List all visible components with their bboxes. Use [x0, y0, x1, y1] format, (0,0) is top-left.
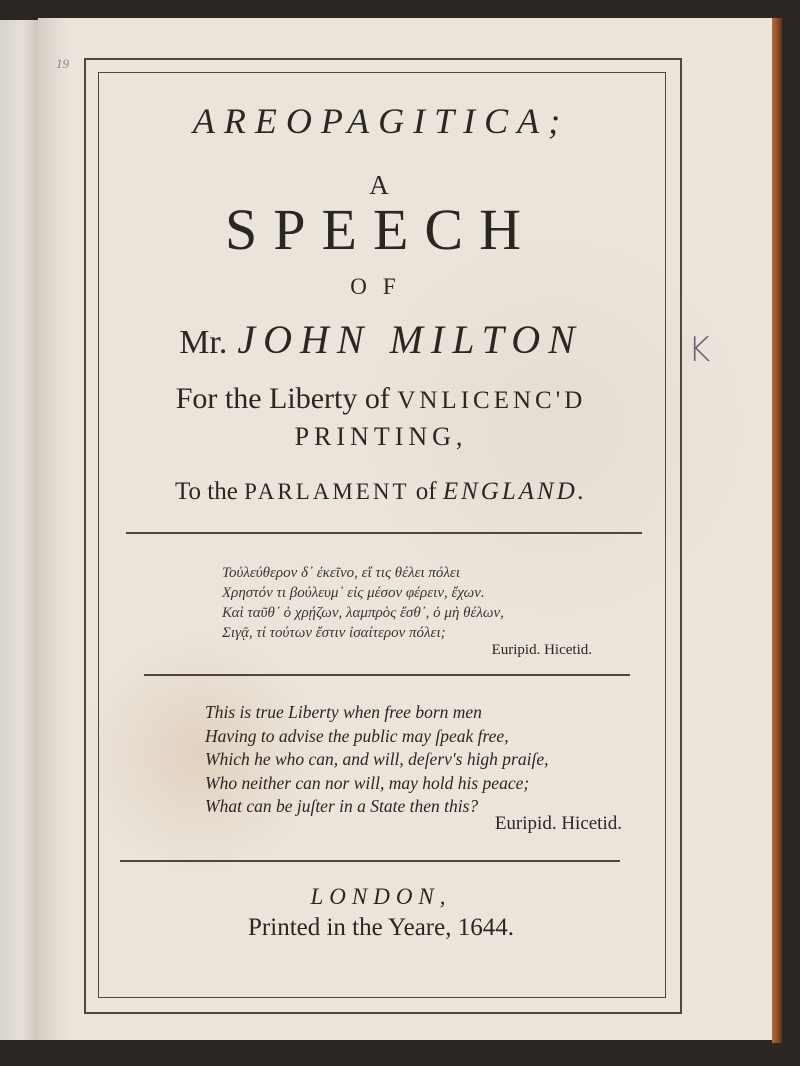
- binding-edge: [772, 18, 782, 1043]
- book-title: AREOPAGITICA;: [192, 101, 570, 141]
- title-page: [38, 18, 776, 1040]
- greek-line: Σιγᾷ, τί τούτων ἔστιν ἰσαίτερον πόλει;: [222, 625, 446, 641]
- verse-line: Who neither can nor will, may hold his peace;: [205, 772, 530, 793]
- rule-divider-3: [120, 860, 620, 862]
- author-line: [98, 316, 664, 363]
- dedication-england: ENGLAND.: [442, 478, 587, 505]
- greek-line: Τοὐλεύθερον δ᾽ ἐκεῖνο, εἴ τις θέλει πόλει: [222, 565, 461, 581]
- speech-heading: SPEECH: [225, 197, 537, 262]
- liberty-line: [98, 382, 664, 416]
- liberty-prefix: For the Liberty of: [175, 382, 390, 415]
- imprint-city: LONDON,: [310, 884, 452, 909]
- facing-page-edge: [0, 20, 40, 1040]
- printing-line: PRINTING,: [294, 422, 468, 451]
- article-a: A: [369, 170, 393, 200]
- of-line: OF: [350, 274, 412, 299]
- dedication-to-the: To the: [174, 478, 238, 505]
- verse-line: This is true Liberty when free born men: [205, 702, 482, 722]
- verse-line: What can be juſter in a State then this?: [205, 796, 479, 816]
- verse-line: Having to advise the public may ſpeak free,: [205, 725, 509, 746]
- greek-epigraph: [222, 563, 504, 643]
- handwritten-mark: K: [688, 330, 711, 370]
- rule-divider-2: [144, 674, 630, 676]
- greek-line: Χρηστόν τι βούλευμ᾽ εἰς μέσον φέρειν, ἔχων.: [222, 585, 485, 601]
- liberty-caps: VNLICENC'D: [397, 387, 587, 414]
- english-verse: [205, 701, 549, 819]
- rule-divider-1: [126, 532, 642, 534]
- greek-line: Καὶ ταῦθ᾽ ὁ χρῄζων, λαμπρὸς ἔσθ᾽, ὁ μὴ θέλων,: [222, 605, 504, 621]
- folio-number: 19: [56, 56, 69, 71]
- verse-line: Which he who can, and will, deſerv's high praiſe,: [205, 749, 549, 769]
- author-name: JOHN MILTON: [237, 317, 583, 362]
- imprint-date: Printed in the Yeare, 1644.: [248, 914, 514, 941]
- dedication-of: of: [415, 478, 437, 505]
- dedication-parlament: PARLAMENT: [244, 479, 410, 504]
- author-prefix: Mr.: [179, 324, 228, 361]
- dedication-line: [98, 478, 664, 506]
- greek-citation: Euripid. Hicetid.: [491, 642, 592, 658]
- verse-citation: Euripid. Hicetid.: [494, 813, 622, 834]
